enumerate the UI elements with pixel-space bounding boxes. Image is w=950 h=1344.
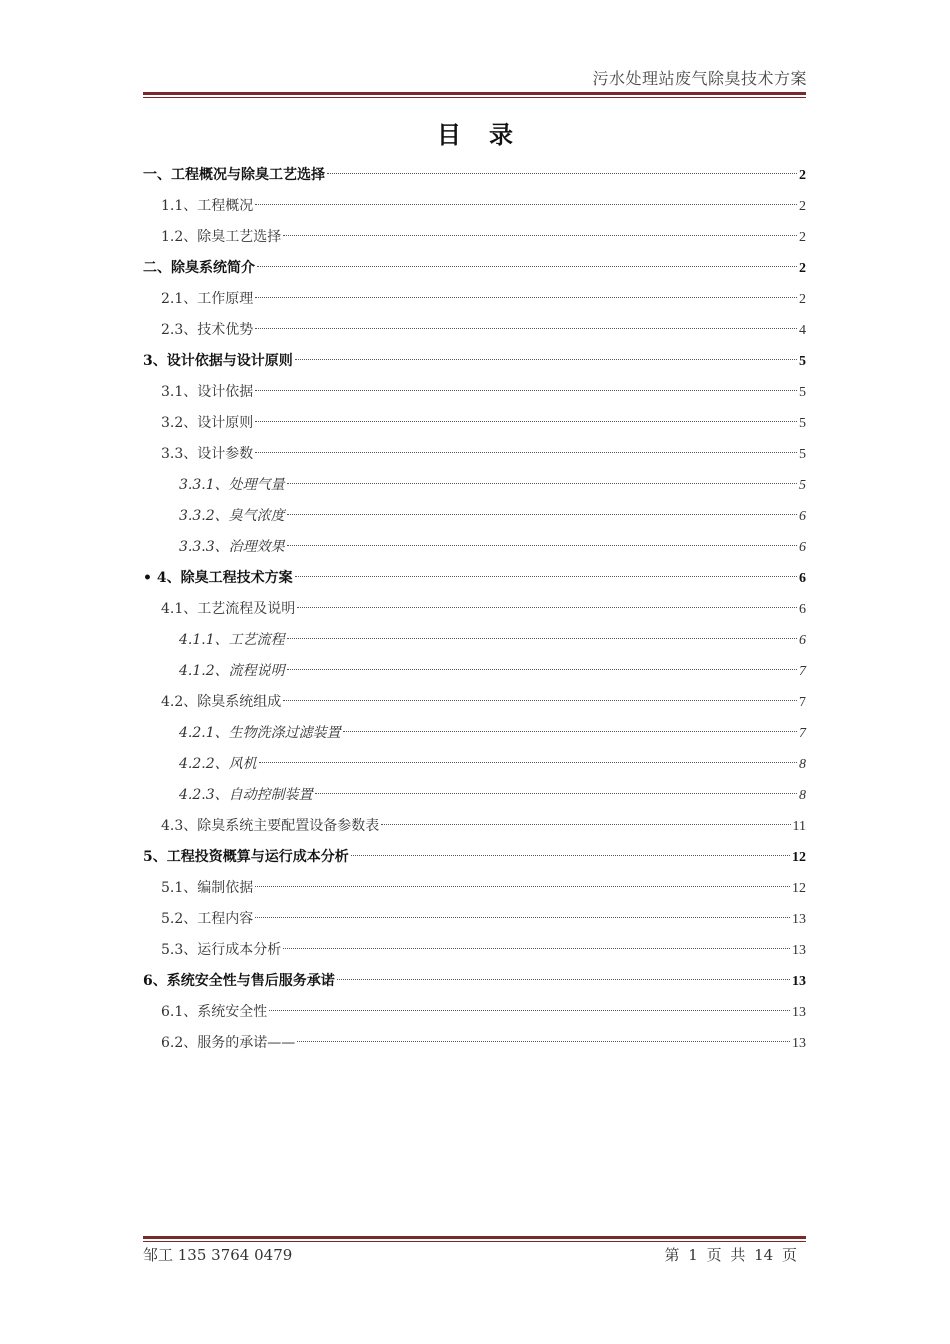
toc-entry-page-number: 4 <box>799 323 806 338</box>
toc-entry-page-number: 13 <box>792 1005 806 1020</box>
toc-entry-label: • 4、除臭工程技术方案 <box>143 570 293 586</box>
toc-entry[interactable] <box>143 408 806 439</box>
toc-entry-label: 3.3.1、处理气量 <box>179 477 285 493</box>
toc-entry-label: 3.3.2、臭气浓度 <box>179 508 285 524</box>
toc-entry-page-number: 5 <box>799 385 806 400</box>
toc-entry[interactable] <box>143 284 806 315</box>
toc-entry-label: 3.3、设计参数 <box>161 446 254 462</box>
toc-entry[interactable] <box>143 997 806 1028</box>
toc-dot-leader <box>351 855 790 856</box>
toc-dot-leader <box>257 266 797 267</box>
toc-dot-leader <box>255 390 797 391</box>
toc-entry[interactable] <box>143 439 806 470</box>
toc-entry-page-number: 2 <box>799 292 806 307</box>
toc-entry-page-number: 13 <box>792 912 806 927</box>
toc-entry-page-number: 6 <box>799 633 806 648</box>
toc-entry-page-number: 5 <box>799 416 806 431</box>
toc-entry-page-number: 13 <box>792 943 806 958</box>
toc-entry-page-number: 7 <box>799 726 806 741</box>
toc-entry-label: 2.1、工作原理 <box>161 291 254 307</box>
toc-entry-label: 4.2.1、生物洗涤过滤装置 <box>179 725 341 741</box>
toc-dot-leader <box>287 483 797 484</box>
toc-entry-page-number: 13 <box>792 974 806 989</box>
toc-dot-leader <box>295 576 797 577</box>
toc-entry-label: 6.1、系统安全性 <box>161 1004 268 1020</box>
footer-rule-thick <box>143 1236 806 1239</box>
toc-entry[interactable] <box>143 346 806 377</box>
toc-entry[interactable] <box>143 749 806 780</box>
toc-dot-leader <box>297 607 797 608</box>
toc-entry-label: 3.1、设计依据 <box>161 384 254 400</box>
toc-dot-leader <box>287 514 797 515</box>
header-title: 污水处理站废气除臭技术方案 <box>592 69 807 88</box>
toc-entry[interactable] <box>143 563 806 594</box>
toc-entry-page-number: 6 <box>799 571 806 586</box>
toc-entry-label: 4.1、工艺流程及说明 <box>161 601 296 617</box>
toc-entry-label: 5.3、运行成本分析 <box>161 942 282 958</box>
toc-title: 目录 <box>437 120 541 149</box>
toc-entry[interactable] <box>143 191 806 222</box>
toc-entry-label: 3.3.3、治理效果 <box>179 539 285 555</box>
toc-entry-label: 4.1.2、流程说明 <box>179 663 285 679</box>
toc-entry[interactable] <box>143 315 806 346</box>
toc-entry-label: 4.1.1、工艺流程 <box>179 632 285 648</box>
toc-dot-leader <box>255 917 790 918</box>
toc-entry-page-number: 7 <box>799 664 806 679</box>
toc-dot-leader <box>295 359 797 360</box>
toc-dot-leader <box>283 235 797 236</box>
toc-entry[interactable] <box>143 656 806 687</box>
toc-entry-page-number: 2 <box>799 261 806 276</box>
toc-dot-leader <box>327 173 797 174</box>
toc-entry[interactable] <box>143 966 806 997</box>
toc-entry-page-number: 8 <box>799 757 806 772</box>
toc-entry-page-number: 5 <box>799 447 806 462</box>
toc-dot-leader <box>297 1041 790 1042</box>
toc-entry-label: 4.2、除臭系统组成 <box>161 694 282 710</box>
toc-dot-leader <box>287 669 797 670</box>
toc-entry-page-number: 2 <box>799 230 806 245</box>
toc-entry-label: 1.2、除臭工艺选择 <box>161 229 282 245</box>
toc-entry[interactable] <box>143 718 806 749</box>
toc-dot-leader <box>315 793 797 794</box>
toc-entry[interactable] <box>143 160 806 191</box>
header-rule-thin <box>143 97 806 98</box>
toc-dot-leader <box>255 328 797 329</box>
toc-entry[interactable] <box>143 687 806 718</box>
toc-entry-label: 6.2、服务的承诺—— <box>161 1035 296 1051</box>
toc-entry-label: 5.1、编制依据 <box>161 880 254 896</box>
toc-dot-leader <box>255 421 797 422</box>
toc-dot-leader <box>255 204 797 205</box>
toc-entry-label: 6、系统安全性与售后服务承诺 <box>143 973 335 989</box>
toc-dot-leader <box>287 638 797 639</box>
toc-entry-page-number: 13 <box>792 1036 806 1051</box>
toc-entry[interactable] <box>143 222 806 253</box>
toc-entry[interactable] <box>143 935 806 966</box>
toc-entry-label: 2.3、技术优势 <box>161 322 254 338</box>
footer-rule-thin <box>143 1241 806 1242</box>
toc-entry-page-number: 6 <box>799 540 806 555</box>
toc-entry[interactable] <box>143 594 806 625</box>
toc-entry[interactable] <box>143 904 806 935</box>
toc-entry[interactable] <box>143 470 806 501</box>
toc-entry-page-number: 2 <box>799 168 806 183</box>
toc-entry-label: 一、工程概况与除臭工艺选择 <box>143 167 325 183</box>
toc-dot-leader <box>343 731 797 732</box>
toc-entry-page-number: 12 <box>792 881 806 896</box>
toc-entry[interactable] <box>143 625 806 656</box>
toc-entry[interactable] <box>143 873 806 904</box>
toc-entry-label: 3、设计依据与设计原则 <box>143 353 293 369</box>
toc-entry-label: 1.1、工程概况 <box>161 198 254 214</box>
toc-entry-label: 4.3、除臭系统主要配置设备参数表 <box>161 818 380 834</box>
toc-dot-leader <box>287 545 797 546</box>
toc-entry-label: 4.2.3、自动控制装置 <box>179 787 313 803</box>
toc-entry-label: 5.2、工程内容 <box>161 911 254 927</box>
toc-dot-leader <box>255 452 797 453</box>
toc-entry-page-number: 7 <box>799 695 806 710</box>
toc-dot-leader <box>283 700 797 701</box>
toc-entry-page-number: 2 <box>799 199 806 214</box>
toc-entry[interactable] <box>143 253 806 284</box>
toc-entry[interactable] <box>143 1028 806 1059</box>
toc-entry-page-number: 5 <box>799 354 806 369</box>
toc-entry-label: 3.2、设计原则 <box>161 415 254 431</box>
toc-entry-page-number: 8 <box>799 788 806 803</box>
toc-entry-page-number: 6 <box>799 509 806 524</box>
toc-entry-label: 二、除臭系统简介 <box>143 260 255 276</box>
toc-entry[interactable] <box>143 780 806 811</box>
toc-entry[interactable] <box>143 501 806 532</box>
toc-dot-leader <box>337 979 790 980</box>
toc-entry[interactable] <box>143 532 806 563</box>
toc-entry[interactable] <box>143 811 806 842</box>
toc-entry-label: 4.2.2、风机 <box>179 756 257 772</box>
toc-entry-page-number: 12 <box>792 850 806 865</box>
toc-dot-leader <box>269 1010 790 1011</box>
toc-dot-leader <box>255 886 790 887</box>
footer-contact: 邹工 135 3764 0479 <box>143 1246 293 1264</box>
toc-entry[interactable] <box>143 377 806 408</box>
toc-dot-leader <box>259 762 797 763</box>
toc-entry[interactable] <box>143 842 806 873</box>
toc-entry-page-number: 6 <box>799 602 806 617</box>
footer-page-info: 第 1 页 共 14 页 <box>664 1246 797 1264</box>
toc-entry-label: 5、工程投资概算与运行成本分析 <box>143 849 349 865</box>
toc-dot-leader <box>255 297 797 298</box>
toc-dot-leader <box>283 948 790 949</box>
toc-dot-leader <box>381 824 790 825</box>
toc-entry-page-number: 11 <box>792 819 806 834</box>
toc-entry-page-number: 5 <box>799 478 806 493</box>
header-rule-thick <box>143 92 806 95</box>
table-of-contents <box>143 160 806 1059</box>
